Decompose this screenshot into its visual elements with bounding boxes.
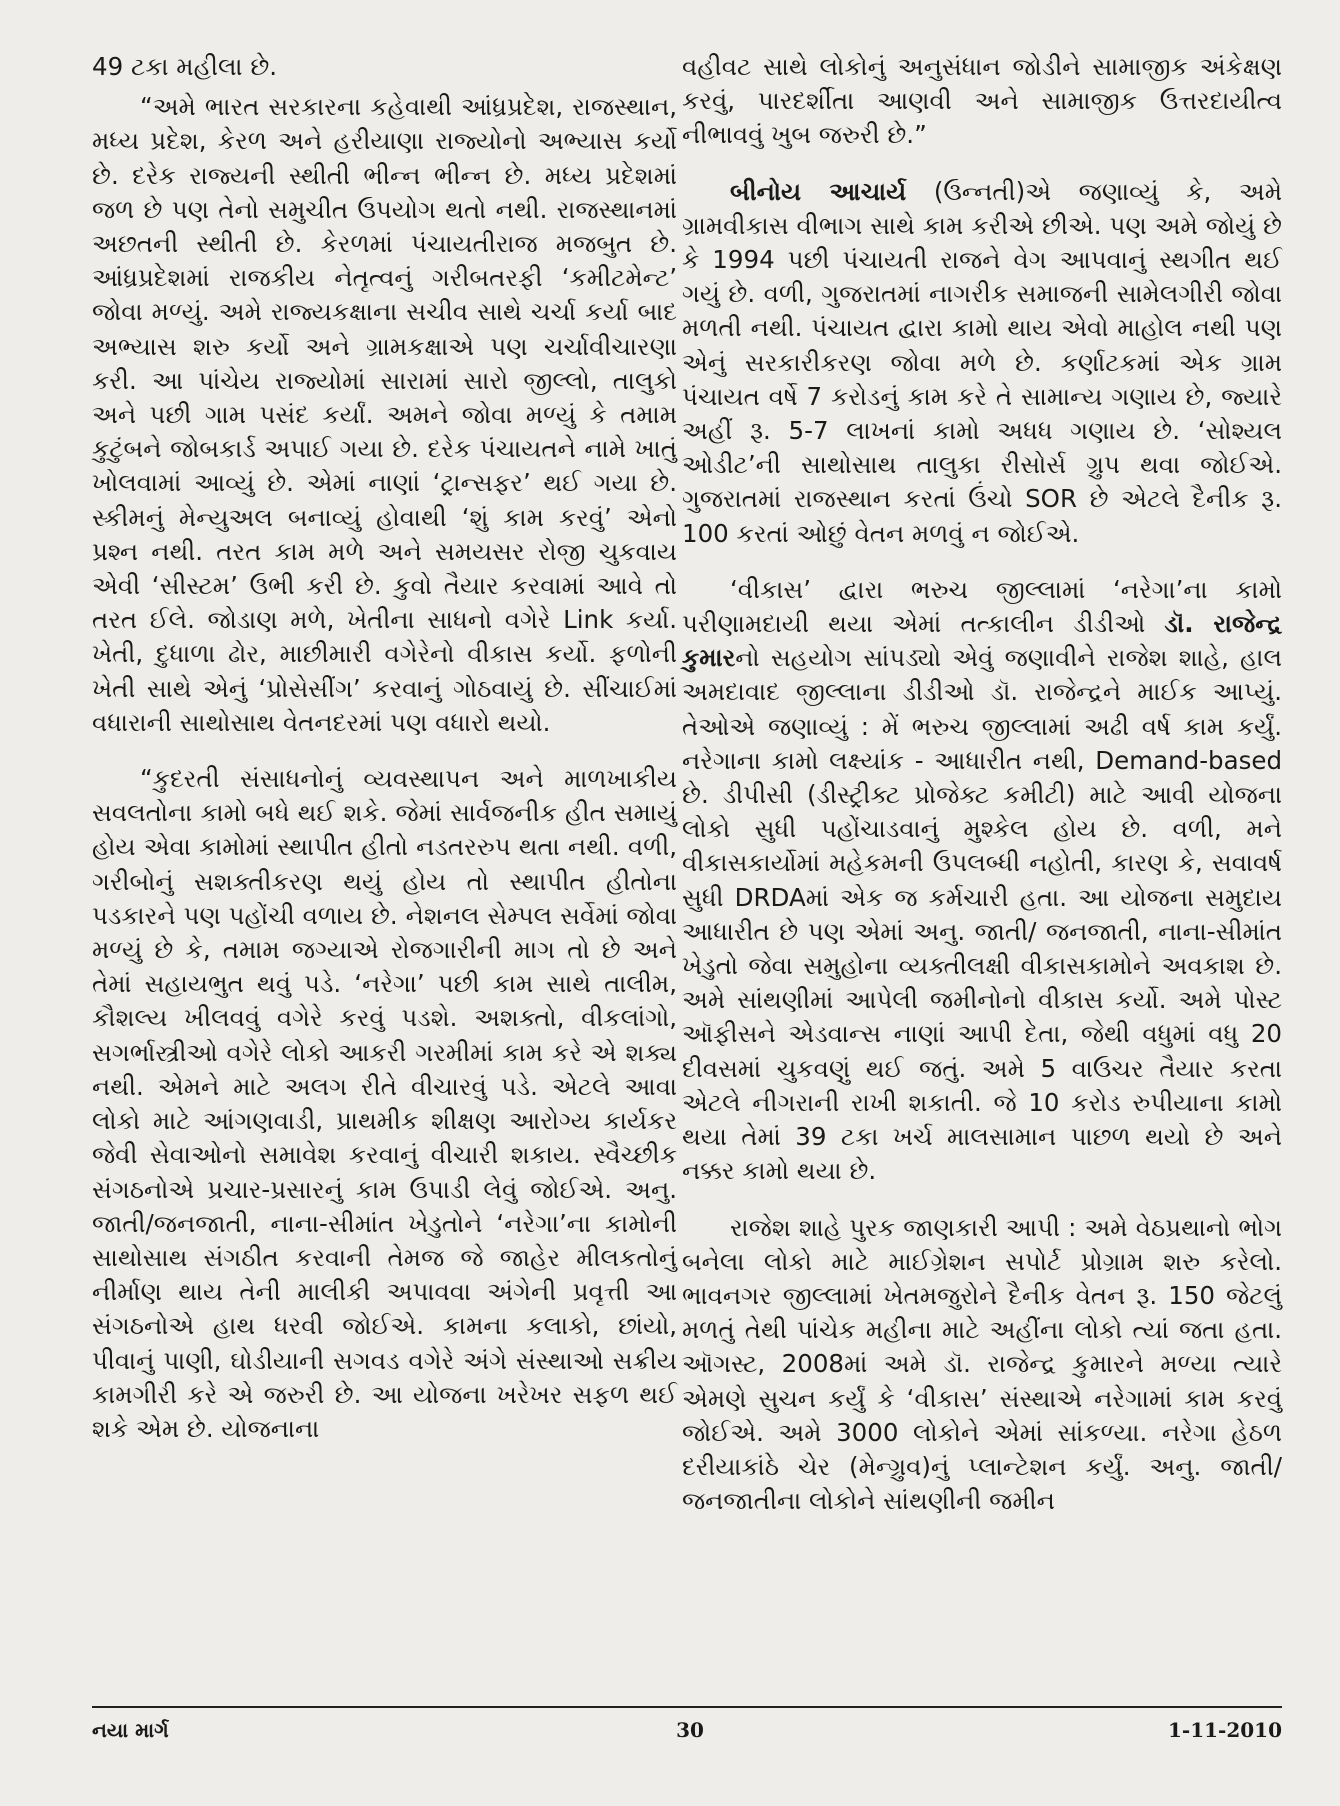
publication-name: નયા માર્ગ — [92, 1718, 169, 1742]
speaker-name-binoy: બીનોય આચાર્ય — [730, 176, 907, 206]
footer-divider — [92, 1706, 1282, 1708]
right-paragraph-3 — [682, 573, 1282, 1189]
right-column — [682, 50, 1282, 1518]
right-paragraph-4: રાજેશ શાહે પુરક જાણકારી આપી : અમે વેઠપ્રથાનો ભોગ બનેલા લોકો માટે માઈગ્રેશન સપોર્ટ પ્રોગ્રામ શરુ કરેલો. ભાવનગર જીલ્લામાં ખેતમજુરોને દૈનીક વેતન રૂ. 150 જેટલું મળતું તેથી પાંચેક મહીના માટે અહીંના લોકો ત્યાં જતા હતા. ઑગસ્ટ, 2008માં અમે ડૉ. રાજેન્દ્ર કુમારને મળ્યા ત્યારે એમણે સુચન કર્યું કે ‘વીકાસ’ સંસ્થાએ નરેગામાં કામ કરવું જોઈએ. અમે 3000 લોકોને એમાં સાંકળ્યા. નરેગા હેઠળ દરીયાકાંઠે ચેર (મેન્ગ્રુવ)નું પ્લાન્ટેશન કર્યું. અનુ. જાતી/જનજાતીના લોકોને સાંથણીની જમીન — [682, 1212, 1282, 1516]
left-column — [92, 50, 677, 1446]
right-paragraph-3-text-a: ‘વીકાસ’ દ્વારા ભરુચ જીલ્લામાં ‘નરેગા’ના કામો પરીણામદાયી થયા એમાં તત્કાલીન ડીડીઓ — [682, 574, 1282, 639]
right-paragraph-3-text-b: નો સહયોગ સાંપડ્યો એવું જણાવીને રાજેશ શાહે, હાલ અમદાવાદ જીલ્લાના ડીડીઓ ડૉ. રાજેન્દ્રને માઈક આપ્યું. તેઓએ જણાવ્યું : મેં ભરુચ જીલ્લામાં અઢી વર્ષ કામ કર્યું. નરેગાના કામો લક્ષ્યાંક - આધારીત નથી, Demand-based છે. ડીપીસી (ડીસ્ટ્રીક્ટ પ્રોજેક્ટ કમીટી) માટે આવી યોજના લોકો સુધી પહોંચાડવાનું મુશ્કેલ હોય છે. વળી, મને વીકાસકાર્યોમાં મહેકમની ઉપલબ્ધી નહોતી, કારણ કે, સવાવર્ષ સુધી DRDAમાં એક જ કર્મચારી હતા. આ યોજના સમુદાય આધારીત છે પણ એમાં અનુ. જાતી/ જનજાતી, નાના-સીમાંત ખેડુતો જેવા સમુહોના વ્યક્તીલક્ષી વીકાસકામોને અવકાશ છે. અમે સાંથણીમાં આપેલી જમીનોનો વીકાસ કર્યો. અમે પોસ્ટ ઑફીસને એડવાન્સ નાણાં આપી દેતા, જેથી વધુમાં વધુ 20 દીવસમાં ચુકવણું થઈ જતું. અમે 5 વાઉચર તૈયાર કરતા એટલે નીગરાની રાખી શકાતી. જે 10 કરોડ રુપીયાના કામો થયા તેમાં 39 ટકા ખર્ચ માલસામાન પાછળ થયો છે અને નક્કર કામો થયા છે. — [682, 643, 1282, 1186]
opening-line: 49 ટકા મહીલા છે. — [92, 52, 278, 81]
issue-date: 1-11-2010 — [1167, 1718, 1282, 1742]
page-number: 30 — [676, 1718, 704, 1742]
right-paragraph-2 — [682, 175, 1282, 551]
right-paragraph-2-text: (ઉન્નતી)એ જણાવ્યું કે, અમે ગ્રામવીકાસ વીભાગ સાથે કામ કરીએ છીએ. પણ અમે જોયું છે કે 1994 પછી પંચાયતી રાજને વેગ આપવાનું સ્થગીત થઈ ગયું છે. વળી, ગુજરાતમાં નાગરીક સમાજની સામેલગીરી જોવા મળતી નથી. પંચાયત દ્વારા કામો થાય એવો માહોલ નથી પણ એનું સરકારીકરણ જોવા મળે છે. કર્ણાટકમાં એક ગ્રામ પંચાયત વર્ષે 7 કરોડનું કામ કરે તે સામાન્ય ગણાય છે, જ્યારે અહીં રૂ. 5-7 લાખનાં કામો અધધ ગણાય છે. ‘સોશ્યલ ઓડીટ’ની સાથોસાથ તાલુકા રીસોર્સ ગ્રુપ થવા જોઈએ. ગુજરાતમાં રાજસ્થાન કરતાં ઉંચો SOR છે એટલે દૈનીક રૂ. 100 કરતાં ઓછું વેતન મળવું ન જોઈએ. — [682, 176, 1282, 548]
left-paragraph-2: “કુદરતી સંસાધનોનું વ્યવસ્થાપન અને માળખાકીય સવલતોના કામો બધે થઈ શકે. જેમાં સાર્વજનીક હીત સમાયું હોય એવા કામોમાં સ્થાપીત હીતો નડતરરુપ થતા નથી. વળી, ગરીબોનું સશક્તીકરણ થયું હોય તો સ્થાપીત હીતોના પડકારને પણ પહોંચી વળાય છે. નેશનલ સેમ્પલ સર્વેમાં જોવા મળ્યું છે કે, તમામ જગ્યાએ રોજગારીની માગ તો છે અને તેમાં સહાયભુત થવું પડે. ‘નરેગા’ પછી કામ સાથે તાલીમ, કૌશલ્ય ખીલવવું વગેરે કરવું પડશે. અશક્તો, વીકલાંગો, સગર્ભાસ્ત્રીઓ વગેરે લોકો આકરી ગરમીમાં કામ કરે એ શક્ય નથી. એમને માટે અલગ રીતે વીચારવું પડે. એટલે આવા લોકો માટે આંગણવાડી, પ્રાથમીક શીક્ષણ આરોગ્ય કાર્યકર જેવી સેવાઓનો સમાવેશ કરવાનું વીચારી શકાય. સ્વૈચ્છીક સંગઠનોએ પ્રચાર-પ્રસારનું કામ ઉપાડી લેવું જોઈએ. અનુ. જાતી/જનજાતી, નાના-સીમાંત ખેડુતોને ‘નરેગા’ના કામોની સાથોસાથ સંગઠીત કરવાની તેમજ જે જાહેર મીલકતોનું નીર્માણ થાય તેની માલીકી અપાવવા અંગેની પ્રવૃત્તી આ સંગઠનોએ હાથ ધરવી જોઈએ. કામના કલાકો, છાંયો, પીવાનું પાણી, ઘોડીયાની સગવડ વગેરે અંગે સંસ્થાઓ સક્રીય કામગીરી કરે એ જરુરી છે. આ યોજના ખરેખર સફળ થઈ શકે એમ છે. યોજનાના — [92, 764, 677, 1443]
left-paragraph-1: “અમે ભારત સરકારના કહેવાથી આંધ્રપ્રદેશ, રાજસ્થાન, મધ્ય પ્રદેશ, કેરળ અને હરીયાણા રાજ્યોનો અભ્યાસ કર્યો છે. દરેક રાજ્યની સ્થીતી ભીન્ન ભીન્ન છે. મધ્ય પ્રદેશમાં જળ છે પણ તેનો સમુચીત ઉપયોગ થતો નથી. રાજસ્થાનમાં અછતની સ્થીતી છે. કેરળમાં પંચાયતીરાજ મજબુત છે. આંધ્રપ્રદેશમાં રાજકીય નેતૃત્વનું ગરીબતરફી ‘કમીટમેન્ટ’ જોવા મળ્યું. અમે રાજ્યકક્ષાના સચીવ સાથે ચર્ચા કર્યા બાદ અભ્યાસ શરુ કર્યો અને ગ્રામકક્ષાએ પણ ચર્ચાવીચારણા કરી. આ પાંચેય રાજ્યોમાં સારામાં સારો જીલ્લો, તાલુકો અને પછી ગામ પસંદ કર્યાં. અમને જોવા મળ્યું કે તમામ કુટુંબને જોબકાર્ડ અપાઈ ગયા છે. દરેક પંચાયતને નામે ખાતું ખોલવામાં આવ્યું છે. એમાં નાણાં ‘ટ્રાન્સફર’ થઈ ગયા છે. સ્કીમનું મેન્યુઅલ બનાવ્યું હોવાથી ‘શું કામ કરવું’ એનો પ્રશ્ન નથી. તરત કામ મળે અને સમયસર રોજી ચુકવાય એવી ‘સીસ્ટમ’ ઉભી કરી છે. કુવો તૈયાર કરવામાં આવે તો તરત ઈલે. જોડાણ મળે, ખેતીના સાધનો વગેરે Link કર્યા. ખેતી, દુધાળા ઢોર, માછીમારી વગેરેનો વીકાસ કર્યો. ફળોની ખેતી સાથે એનું ‘પ્રોસેસીંગ’ કરવાનું ગોઠવાયું છે. સીંચાઈમાં વધારાની સાથોસાથ વેતનદરમાં પણ વધારો થયો. — [92, 92, 677, 737]
right-paragraph-1: વહીવટ સાથે લોકોનું અનુસંધાન જોડીને સામાજીક અંકેક્ષણ કરવું, પારદર્શીતા આણવી અને સામાજીક ઉત્તરદાયીત્વ નીભાવવું ખુબ જરુરી છે.” — [682, 52, 1282, 150]
speaker-name-rajendra: ડૉ. રાજેન્દ્ર કુમાર — [682, 609, 1282, 673]
